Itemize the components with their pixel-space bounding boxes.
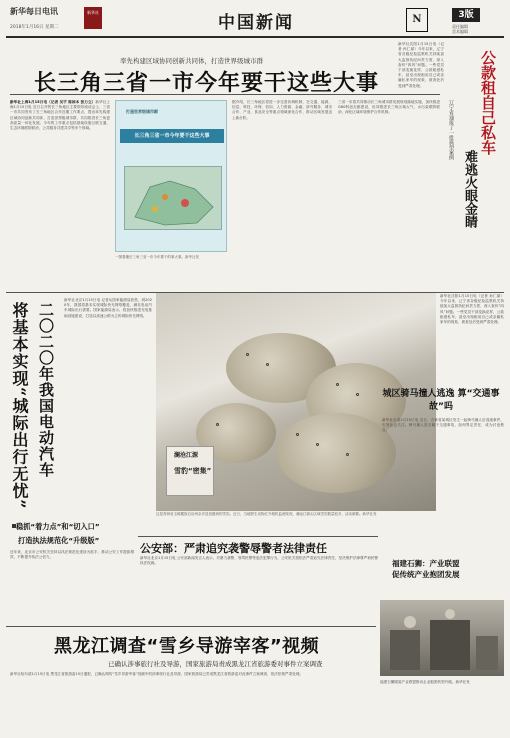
ev-headline-1: 将基本实现“城际出行无忧” [10,302,29,510]
city-story-body: 新华社长春1月15日电 近日，吉林省某城区发生一起骑马撞人后逃逸事件，引发社会关注。骑马撞人是否属于交通事故，如何界定责任，成为讨论焦点。 [382,418,504,433]
yangtze-delta-map-image [124,166,222,230]
hlj-story-body: 新华社哈尔滨1月15日电 黑龙江省旅游委15日通报，已确认网传“雪乡导游宰客”视频中的涉事旅行社及导游，国家旅游局已责成黑龙江省旅游委对此事件立案调查，依法依规严肃处理。 [10,672,304,676]
divider [138,536,378,537]
city-story-body-top: 新华社沈阳1月15日电（记者 孙仁斌）今年以来，辽宁省各级纪检监察机关持续加大监督执纪问责力度，深入查纠“四风”问题。一些党员干部变换花样，公款租借私车，甚至出现租用自己或亲属私家车的现象，被查处后受到严肃处理。 [440,294,504,325]
section-logo: N [406,8,428,32]
right-story-headline-red: 公款租自己私车 [479,50,497,155]
lead-kicker: 率先构建区域协同创新共同体，打造世界级城市群 [120,57,263,65]
right-story-subhead: 辽宁省通报了一批典型案例 [448,100,454,160]
city-story-headline: 城区骑马撞人逃逸 算“交通事故”吗 [382,389,500,412]
police-story-body: 新华社北京1月15日电 公安部新闻发言人表示，对暴力袭警、辱骂民警等违法犯罪行为，公安机关将依法严肃追究法律责任，坚决维护法律尊严和民警执法权威。 [140,556,378,566]
divider [6,626,376,627]
infographic-title: 长三角三省一市今年要干这些大事 [120,129,224,143]
hlj-story-headline: 黑龙江调查“雪乡导游宰客”视频 [54,636,320,657]
page-editors: 责任编辑 美术编辑 [452,24,468,34]
law-story-headline-1: 稳抓“着力点”和“切入口” [16,522,100,531]
infographic-subtitle: 打造世界级城市群 [126,109,158,114]
law-story-headline-2: 打造执法规范化“升级版” [18,536,100,545]
fujian-story-caption: 福建石狮服装产业联盟推动企业抱团转型升级。新华社发 [380,680,470,684]
paper-date: 2018年1月16日 星期二 [10,25,59,30]
law-story-body: 近年来，北京市公安机关坚持以执法规范化建设为抓手，推动公安工作提质增效，不断提升执法公信力。 [10,550,134,560]
page-number: 3版 [452,8,480,22]
photo-caption-title-1: 澜沧江源 [174,452,199,459]
lead-body-col-1: 新华社上海1月15日电（记者 吴宇 陈国本 张力立）新华社上海1月15日电 近日召开的长三角地区主要领导座谈会上，三省一市共同发布了长三角地区合作近期工作要点，提出率先构建区域协同创新共同体，打造世界级城市群，共同推进长三角更高质量一体化发展。今年的工作重点包括基础设施互联互通、生态环境联防联治、公共服务共建共享等多个领域。 [10,100,110,131]
masthead [6,4,504,38]
police-story-headline: 公安部：严肃追究袭警辱警者法律责任 [140,542,327,555]
lead-headline: 长三角三省一市今年要干这些大事 [34,71,380,96]
lead-body-col-3: 据介绍，长三角地区将进一步完善协调机制，在交通、能源、信息、科技、环保、信用、人力资源、金融、涉外服务、城市合作、产业、食品安全等重点领域深化合作，推动区域发展迈上新台阶。 [232,100,332,120]
right-story-body-a: 新华社沈阳1月15日电（记者 孙仁斌）今年以来，辽宁省各级纪检监察机关持续加大监督执纪问责力度，深入查纠“四风”问题。一些党员干部变换花样，公款租借私车，甚至出现租用自己或亲属私家车的现象，被查处后受到严肃处理。 [398,42,444,88]
right-story-headline-black: 难逃火眼金睛 [462,150,477,228]
hlj-story-subhead: 已确认涉事旅行社及导游，国家旅游局责成黑龙江省旅游委对事件立案调查 [108,660,323,668]
infographic-caption: 一图看懂长三角三省一市今年要干的事大事。新华社发 [115,255,199,259]
ev-story-body: 新华社北京1月15日电 记者从国家能源局获悉，到2020年，我国将基本实现城际快充网络覆盖，满足电动汽车城际出行需要。国家能源局表示，将加快推进充电基础设施建设，打造以高速公路为主的城际快充网络。 [64,298,152,318]
xinhua-stamp-logo: 新华社 [84,7,102,29]
divider [10,94,440,95]
section-title: 中国新闻 [218,13,294,33]
paper-name: 新华每日电讯 [10,6,58,16]
ev-headline-2: 二〇二〇年我国电动汽车 [37,302,55,478]
fujian-story-headline: 福建石狮：产业联盟 促传统产业抱团发展 [392,559,460,579]
photo-caption-text: 这是青海省玉树藏族自治州杂多县拍摄到的雪豹。近日，当地野生动物红外相机监测发现，澜沧江源头区域雪豹数量较多，活动频繁。新华社发 [156,512,377,516]
photo-caption-title-2: 雪豹“密集” [174,467,212,475]
lead-body-col-4: 三省一市将共同推动长三角城市群发展规划落地实施，加快推进G60科创走廊建设，协同推进长三角区域大气、水污染联防联治，深化区域环境保护合作机制。 [338,100,440,115]
fujian-factory-photo [380,600,504,676]
